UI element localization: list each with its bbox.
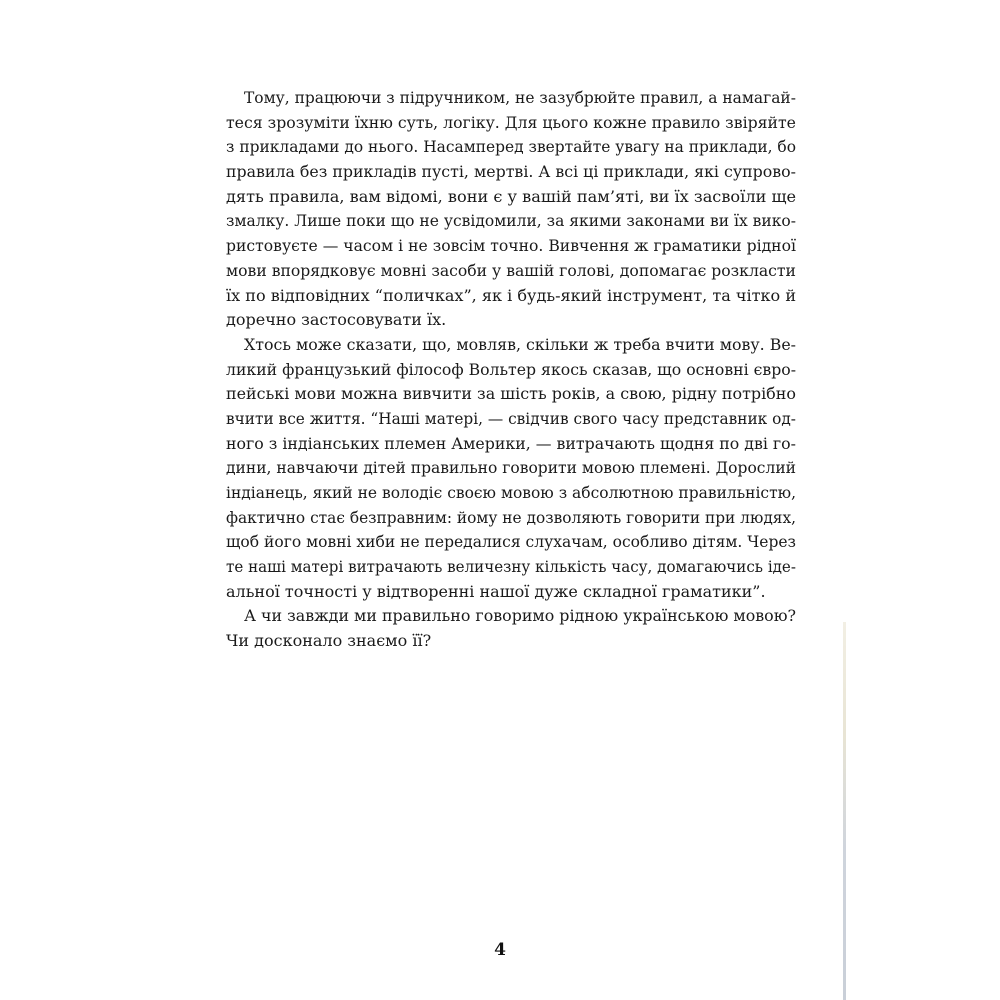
text-line [226,358,796,383]
text-line-content: вчити все життя. “Наші матері, — свідчив свого часу представник од- [226,408,796,428]
text-line [226,135,796,160]
text-line [226,185,796,210]
text-line [226,209,796,234]
text-line [226,629,796,654]
text-line [226,407,796,432]
text-line-content: дять правила, вам відомі, вони є у вашій пам’яті, ви їх засвоїли ще [226,186,797,206]
text-line-content: ликий французький філософ Вольтер якось сказав, що основні євро- [226,359,797,379]
text-line-content: теся зрозуміти їхню суть, логіку. Для цього кожне правило звіряйте [226,112,796,132]
text-line [226,432,796,457]
text-line [226,111,796,136]
text-line-content: дини, навчаючи дітей правильно говорити мовою племені. Дорослий [226,458,796,478]
text-line-content: з прикладами до нього. Насамперед звертайте увагу на приклади, бо [226,137,797,157]
text-line-content: щоб його мовні хиби не передалися слухачам, особливо дітям. Через [226,532,797,552]
text-line-content: змалку. Лише поки що не усвідомили, за якими законами ви їх вико- [226,211,796,231]
text-line-content: пейські мови можна вивчити за шість років, а свою, рідну потрібно [226,384,796,404]
text-line-content: ристовуєте — часом і не зовсім точно. Вивчення ж граматики рідної [226,236,796,256]
text-line-content: А чи завжди ми правильно говоримо рідною українською мовою? [244,606,797,626]
page-edge-strip [843,622,846,1000]
text-line [226,530,796,555]
text-line-content: правила без прикладів пусті, мертві. А всі ці приклади, які супрово- [226,162,796,182]
text-line [226,160,796,185]
text-line [226,481,796,506]
text-line [226,86,796,111]
text-line [226,382,796,407]
text-line-content: Хтось може сказати, що, мовляв, скільки ж треба вчити мову. Ве- [244,334,797,354]
page-number: 4 [494,940,506,960]
text-line-content: Чи досконало знаємо її? [226,631,432,651]
text-line-content: мови впорядковує мовні засоби у вашій голові, допомагає розкласти [226,260,796,280]
text-line-content: ного з індіанських племен Америки, — витрачають щодня по дві го- [226,433,796,453]
text-line-content: фактично стає безправним: йому не дозволяють говорити при людях, [226,507,797,527]
text-line [226,284,796,309]
text-line-content: індіанець, який не володіє своєю мовою з абсолютною правильністю, [226,483,797,502]
text-line [226,604,796,629]
text-line [226,456,796,481]
text-line-content: те наші матері витрачають величезну кількість часу, домагаючись іде- [226,557,796,577]
text-line [226,333,796,358]
body-text [226,86,796,654]
text-line-content: їх по відповідних “поличках”, як і будь-який інструмент, та чітко й [226,285,797,305]
text-line-content: альної точності у відтворенні нашої дуже складної граматики”. [226,581,766,601]
text-line [226,555,796,580]
text-line [226,506,796,531]
text-line-content: доречно застосовувати їх. [226,310,447,330]
text-line-content: Тому, працюючи з підручником, не зазубрюйте правил, а намагай- [244,88,796,107]
text-line [226,259,796,284]
text-line [226,308,796,333]
text-line [226,580,796,605]
text-line [226,234,796,259]
